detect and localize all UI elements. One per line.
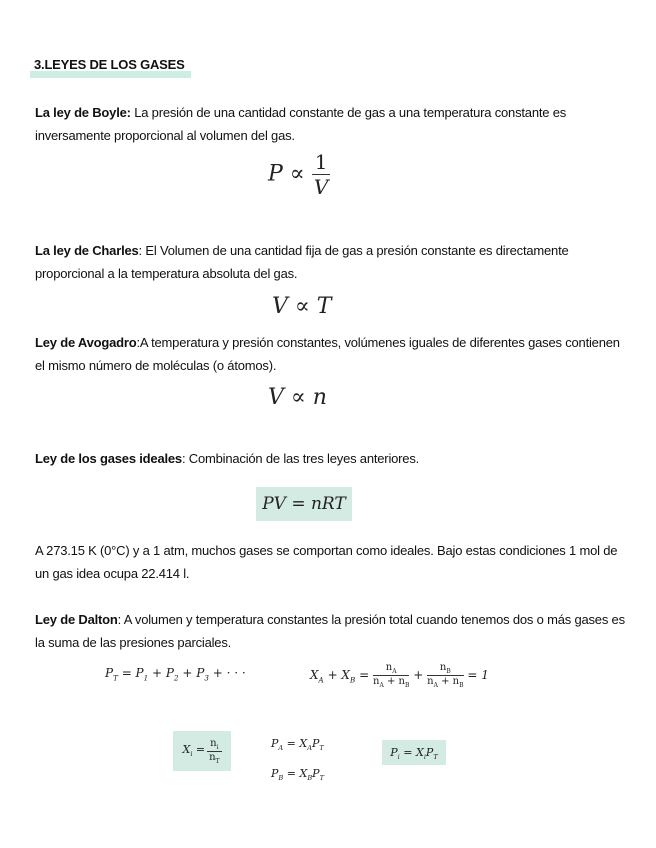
avogadro-text: :A temperatura y presión constantes, volúmenes iguales de diferentes gases contienen el mismo número de moléculas (o átomos). bbox=[35, 335, 620, 373]
ideal-paragraph bbox=[35, 447, 625, 470]
frac1-den: $n_A + n_B$ bbox=[372, 676, 410, 689]
partial-pressure-a: $P_A = X_AP_T$ bbox=[271, 737, 324, 753]
frac2-den: $n_A + n_B$ bbox=[427, 676, 464, 689]
charles-label: La ley de Charles bbox=[35, 243, 139, 258]
boyle-formula bbox=[268, 150, 330, 199]
dalton-total-equation: $P_T = P_1 + P_2 + P_3$ + · · · bbox=[105, 666, 246, 683]
avogadro-paragraph bbox=[35, 331, 625, 377]
dalton-label: Ley de Dalton bbox=[35, 612, 118, 627]
charles-text: : El Volumen de una cantidad fija de gas a presión constante es directamente proporcional a la temperatura absoluta del gas. bbox=[35, 243, 569, 281]
mole-fraction-sum-left: $X_A + X_B$ = bbox=[310, 668, 370, 685]
partial-pressure-b: $P_B = X_BP_T$ bbox=[271, 767, 324, 783]
boyle-label: La ley de Boyle: bbox=[35, 105, 131, 120]
mole-fraction-box bbox=[173, 731, 231, 771]
frac2-num: $n_B$ bbox=[427, 662, 463, 676]
boyle-formula-left: P ∝ bbox=[268, 161, 305, 187]
charles-paragraph bbox=[35, 239, 625, 285]
boyle-paragraph bbox=[35, 101, 625, 147]
ideal-label: Ley de los gases ideales bbox=[35, 451, 182, 466]
xi-den: $n_T$ bbox=[209, 751, 220, 765]
boyle-formula-num: 1 bbox=[312, 150, 331, 175]
avogadro-label: Ley de Avogadro bbox=[35, 335, 137, 350]
partial-pressure-equations bbox=[271, 731, 324, 791]
frac1-num: $n_A$ bbox=[373, 662, 409, 676]
ideal-text: : Combinación de las tres leyes anteriores. bbox=[181, 451, 420, 466]
partial-pressure-i-box: $P_i = X_iP_T$ bbox=[382, 740, 446, 765]
mole-fraction-sum-equation: $X_A + X_B$ = $\frac{n_A}{n_A + n_B}$ + $\frac{n_B}{n_A + n_B}$ = 1 bbox=[310, 662, 489, 689]
mole-fraction-sum-right: = 1 bbox=[467, 668, 489, 682]
boyle-formula-den: V bbox=[313, 175, 329, 199]
xi-left: $X_i$ = bbox=[182, 743, 206, 759]
charles-formula: V ∝ T bbox=[272, 294, 332, 319]
dalton-paragraph bbox=[35, 608, 625, 654]
avogadro-formula: V ∝ n bbox=[268, 385, 327, 410]
xi-num: $n_i$ bbox=[207, 738, 221, 752]
stp-paragraph: A 273.15 K (0°C) y a 1 atm, muchos gases se comportan como ideales. Bajo estas condiciones 1 mol de un gas idea ocupa 22.414 l. bbox=[35, 543, 618, 581]
section-heading: 3.LEYES DE LOS GASES bbox=[30, 55, 191, 78]
ideal-gas-formula: PV = nRT bbox=[256, 487, 352, 521]
dalton-text: : A volumen y temperatura constantes la presión total cuando tenemos dos o más gases es la suma de las presiones parciales. bbox=[35, 612, 625, 650]
boyle-text: La presión de una cantidad constante de gas a una temperatura constante es inversamente proporcional al volumen del gas. bbox=[35, 105, 567, 143]
